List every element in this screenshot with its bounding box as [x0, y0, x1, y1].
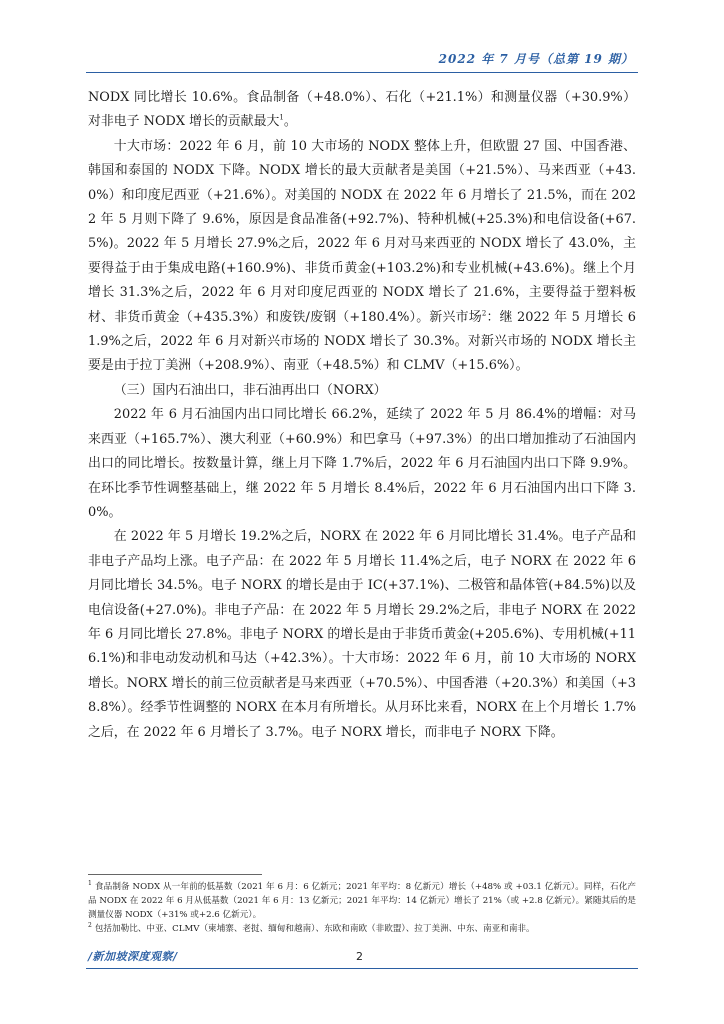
- footnote-1: [88, 880, 636, 922]
- footnote-text: 食品制备 NODX 从一年前的低基数（2021 年 6 月：6 亿新元；2021 年平均：8 亿新元）增长（+48% 或 +03.1 亿新元）。同样，石化产品 NODX 在 2022 年 6 月从低基数（2021 年 6 月：13 亿新元；2021 年平均：14 亿新元）增长了 21%（或 +2.8 亿新元）。紧随其后的是测量仪器 NODX（+31% 或+2.6 亿新元）。: [88, 882, 636, 920]
- publication-name: /新加坡深度观察/: [88, 950, 178, 963]
- footnotes: [88, 880, 636, 936]
- paragraph-text: NODX 同比增长 10.6%。食品制备（+48.0%）、石化（+21.1%）和测量仪器（+30.9%）对非电子 NODX 增长的贡献最大: [88, 90, 636, 130]
- footer-rule: [86, 968, 638, 969]
- footnote-ref[interactable]: 1: [279, 114, 284, 123]
- paragraph-norx: 在 2022 年 5 月增长 19.2%之后，NORX 在 2022 年 6 月同比增长 31.4%。电子产品和非电子产品均上涨。电子产品：在 2022 年 5 月增长 11.4%之后，电子 NORX 在 2022 年 6 月同比增长 34.5%。电子 NORX 的增长是由于 IC(+37.1%)、二极管和晶体管(+84.5%)以及电信设备(+27.0%)。非电子产品：在 2022 年 5 月增长 29.2%之后，非电子 NORX 在 2022 年 6 月同比增长 27.8%。非电子 NORX 的增长是由于非货币黄金(+205.6%)、专用机械(+116.1%)和非电动发动机和马达（+42.3%）。十大市场：2022 年 6 月，前 10 大市场的 NORX 增长。NORX 增长的前三位贡献者是马来西亚（+70.5%）、中国香港（+20.3%）和美国（+38.8%）。经季节性调整的 NORX 在本月有所增长。从月环比来看，NORX 在上个月增长 1.7%之后，在 2022 年 6 月增长了 3.7%。电子 NORX 增长，而非电子 NORX 下降。: [88, 529, 636, 740]
- footnote-text: 包括加勒比、中亚、CLMV（柬埔寨、老挝、缅甸和越南）、东欧和南欧（非欧盟）、拉丁美洲、中东、南亚和南非。: [94, 924, 535, 934]
- footnote-2: [88, 922, 636, 936]
- footnote-ref[interactable]: 2: [481, 309, 487, 318]
- paragraph-text: 。: [283, 114, 297, 130]
- paragraph-nodx-intro: [88, 86, 636, 135]
- section-subheading: （三）国内石油出口，非石油再出口（NORX）: [113, 382, 387, 398]
- paragraph-top-markets: [88, 135, 636, 379]
- paragraph-oil-exports: 2022 年 6 月石油国内出口同比增长 66.2%，延续了 2022 年 5 月 86.4%的增幅：对马来西亚（+165.7%）、澳大利亚（+60.9%）和巴拿马（+97.3%）的出口增加推动了石油国内出口的同比增长。按数量计算，继上月下降 1.7%后，2022 年 6 月石油国内出口下降 9.9%。在环比季节性调整基础上，继 2022 年 5 月增长 8.4%后，2022 年 6 月石油国内出口下降 3.0%。: [88, 407, 636, 520]
- issue-header: 2022 年 7 月号（总第 19 期）: [438, 52, 634, 66]
- paragraph-text: 十大市场：2022 年 6 月，前 10 大市场的 NODX 整体上升，但欧盟 27 国、中国香港、韩国和泰国的 NODX 下降。NODX 增长的最大贡献者是美国（+21.5%）、马来西亚（+43.0%）和印度尼西亚（+21.6%）。对美国的 NODX 在 2022 年 6 月增长了 21.5%，而在 2022 年 5 月则下降了 9.6%，原因是食品准备(+92.7%)、特种机械(+25.3%)和电信设备(+67.5%)。2022 年 5 月增长 27.9%之后，2022 年 6 月对马来西亚的 NODX 增长了 43.0%，主要得益于由于集成电路(+160.9%)、非货币黄金(+103.2%)和专业机械(+43.6%)。继上个月增长 31.3%之后，2022 年 6 月对印度尼西亚的 NODX 增长了 21.6%，主要得益于塑料板材、非货币黄金（+435.3%）和废铁/废钢（+180.4%）。新兴市场: [88, 138, 636, 325]
- footnote-number: 1: [88, 880, 92, 888]
- paragraph-text: ：继 2022 年 5 月增长 61.9%之后，2022 年 6 月对新兴市场的 NODX 增长了 30.3%。对新兴市场的 NODX 增长主要是由于拉丁美洲（+208.9%）、南亚（+48.5%）和 CLMV（+15.6%）。: [88, 309, 636, 374]
- footnote-number: 2: [88, 922, 92, 930]
- header-rule: [86, 72, 638, 73]
- footnotes-divider: [88, 874, 262, 875]
- page-number: 2: [356, 950, 363, 963]
- main-content: [88, 86, 636, 745]
